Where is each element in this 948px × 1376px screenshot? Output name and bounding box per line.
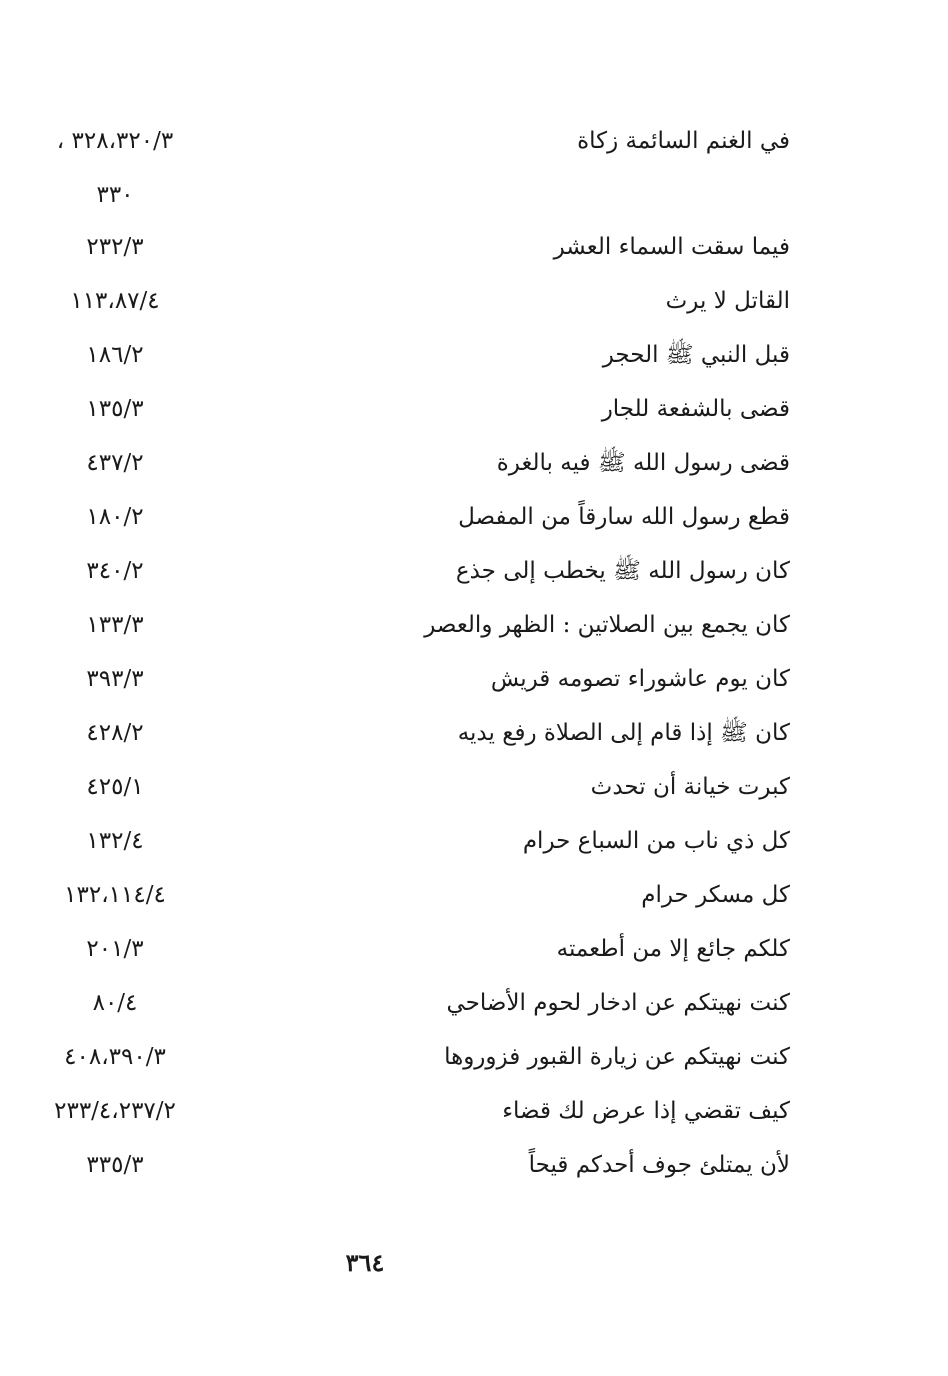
volume-page-reference: ١٨٦/٢	[86, 342, 144, 368]
index-entry	[30, 652, 790, 706]
index-entry	[30, 328, 790, 382]
volume-page-reference: ١٨٠/٢	[86, 504, 144, 530]
hadith-text: كنت نهيتكم عن زيارة القبور فزوروها	[444, 1044, 790, 1070]
volume-page-reference: ١١٣،٨٧/٤	[70, 288, 160, 314]
index-entry	[30, 706, 790, 760]
volume-page-reference: ١٣٥/٣	[86, 396, 144, 422]
hadith-text: فيما سقت السماء العشر	[553, 234, 790, 260]
volume-page-reference: ١٣٢،١١٤/٤	[64, 882, 166, 908]
hadith-text: القاتل لا يرث	[665, 288, 790, 314]
volume-page-reference: ٢٠١/٣	[86, 936, 144, 962]
volume-page-reference: ١٣٢/٤	[86, 828, 144, 854]
hadith-text: كيف تقضي إذا عرض لك قضاء	[502, 1098, 790, 1124]
hadith-text: قطع رسول الله سارقاً من المفصل	[458, 504, 790, 530]
hadith-text: كلكم جائع إلا من أطعمته	[556, 936, 790, 962]
hadith-text: قبل النبي ﷺ الحجر	[602, 342, 790, 368]
index-entry	[30, 1030, 790, 1084]
index-entry	[30, 220, 790, 274]
hadith-text: كان ﷺ إذا قام إلى الصلاة رفع يديه	[457, 720, 790, 746]
volume-page-reference: ١٣٣/٣	[86, 612, 144, 638]
index-entry	[30, 868, 790, 922]
index-entry	[30, 382, 790, 436]
volume-page-reference: ٣٩٣/٣	[86, 666, 144, 692]
hadith-text: قضى رسول الله ﷺ فيه بالغرة	[496, 450, 790, 476]
hadith-text: كل مسكر حرام	[641, 882, 790, 908]
index-entry	[30, 436, 790, 490]
hadith-text: كل ذي ناب من السباع حرام	[522, 828, 790, 854]
index-entry	[30, 760, 790, 814]
index-entry	[30, 922, 790, 976]
volume-page-reference: ٣٢٨،٣٢٠/٣ ،	[56, 128, 174, 154]
volume-page-reference: ٢٣٣/٤،٢٣٧/٢	[54, 1098, 176, 1124]
volume-page-reference: ٤٢٥/١	[86, 774, 144, 800]
volume-page-reference: ٣٣٠	[96, 182, 134, 208]
index-entry	[30, 1138, 790, 1192]
index-entry	[30, 490, 790, 544]
volume-page-reference: ٤٣٧/٢	[86, 450, 144, 476]
volume-page-reference: ٣٣٥/٣	[86, 1152, 144, 1178]
hadith-text: كان رسول الله ﷺ يخطب إلى جذع	[455, 558, 790, 584]
index-entry	[30, 976, 790, 1030]
hadith-text: لأن يمتلئ جوف أحدكم قيحاً	[528, 1152, 790, 1178]
volume-page-reference: ٤٠٨،٣٩٠/٣	[64, 1044, 166, 1070]
index-entry	[30, 114, 790, 168]
index-entry	[30, 598, 790, 652]
index-entry-continuation	[30, 168, 790, 220]
hadith-text: كبرت خيانة أن تحدث	[590, 774, 790, 800]
index-entry	[30, 274, 790, 328]
volume-page-reference: ٢٣٢/٣	[86, 234, 144, 260]
index-entry	[30, 544, 790, 598]
index-entry	[30, 814, 790, 868]
hadith-text: قضى بالشفعة للجار	[601, 396, 790, 422]
hadith-index-list	[30, 114, 790, 1192]
hadith-text: كان يوم عاشوراء تصومه قريش	[490, 666, 790, 692]
index-entry	[30, 1084, 790, 1138]
hadith-text: كان يجمع بين الصلاتين : الظهر والعصر	[424, 612, 790, 638]
hadith-text: في الغنم السائمة زكاة	[577, 128, 790, 154]
volume-page-reference: ٣٤٠/٢	[86, 558, 144, 584]
hadith-text: كنت نهيتكم عن ادخار لحوم الأضاحي	[446, 990, 790, 1016]
page-number: ٣٦٤	[345, 1248, 385, 1277]
volume-page-reference: ٨٠/٤	[92, 990, 138, 1016]
volume-page-reference: ٤٢٨/٢	[86, 720, 144, 746]
